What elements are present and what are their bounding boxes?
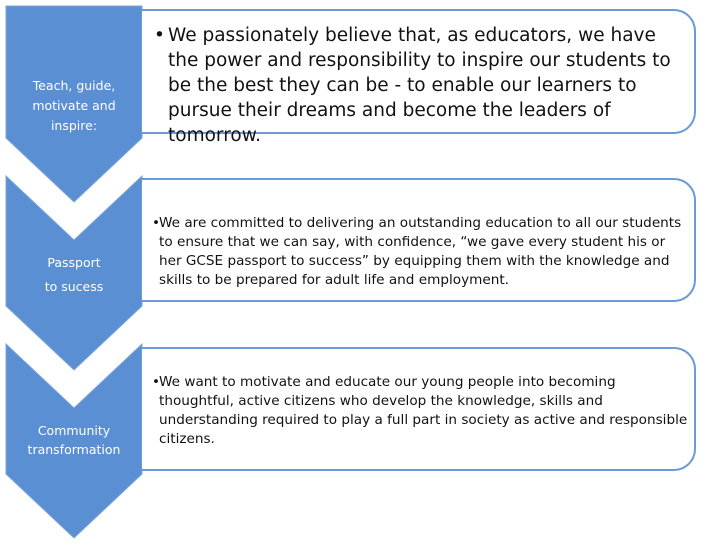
step-label-community — [6, 421, 142, 459]
step-label-line: transformation — [27, 442, 121, 457]
step-label-line: Community — [37, 423, 111, 438]
bullet-marker: • — [152, 374, 161, 390]
step-description-box-teach — [142, 9, 696, 146]
bullet-item — [152, 373, 688, 449]
step-label-line: Teach, guide, — [32, 78, 116, 93]
step-label-passport — [6, 251, 142, 299]
bullet-item — [154, 23, 686, 148]
bullet-text: We passionately believe that, as educators, we have the power and responsibility to inspire our students to be the best they can be - to enable our learners to pursue their dreams and become the leaders of tomorrow. — [168, 25, 671, 146]
bullet-marker: • — [154, 25, 165, 46]
step-label-line: to sucess — [44, 279, 104, 294]
bullet-text: We want to motivate and educate our young people into becoming thoughtful, active citizens who develop the knowledge, skills and understanding required to play a full part in society as active and responsible citizens. — [159, 374, 688, 447]
step-label-line: motivate and — [32, 98, 116, 113]
bullet-item — [152, 214, 688, 290]
step-description-box-passport — [142, 178, 696, 302]
step-label-line: inspire: — [50, 118, 98, 133]
step-label-teach — [6, 76, 142, 136]
step-description-box-community — [142, 347, 696, 471]
bullet-text: We are committed to delivering an outstanding education to all our students to ensure that we can say, with confidence, “we gave every student his or her GCSE passport to success” by equipping them with the knowledge and skills to be prepared for adult life and employment. — [159, 215, 682, 288]
bullet-marker: • — [152, 215, 161, 231]
step-label-line: Passport — [47, 255, 101, 270]
